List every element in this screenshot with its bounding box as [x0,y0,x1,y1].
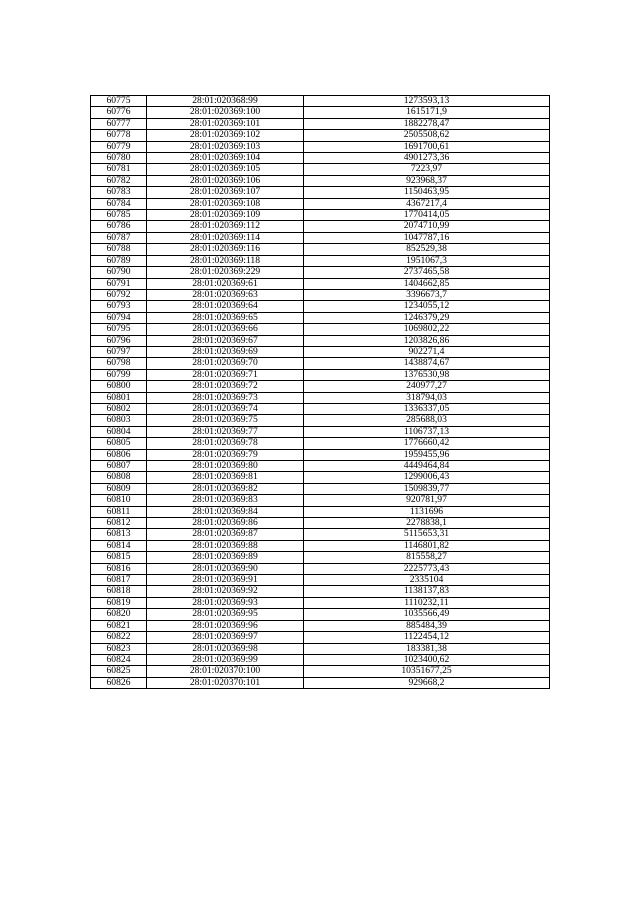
table-row [91,221,550,232]
cadastral-number-cell: 28:01:020369:114 [147,232,304,243]
cadastral-number-cell: 28:01:020369:105 [147,164,304,175]
cadastral-number-cell: 28:01:020370:101 [147,677,304,688]
row-number-cell: 60803 [91,415,147,426]
table-row [91,518,550,529]
row-number-cell: 60802 [91,403,147,414]
value-cell: 5115653,31 [304,529,550,540]
row-number-cell: 60779 [91,141,147,152]
table-row [91,586,550,597]
value-cell: 4449464,84 [304,461,550,472]
cadastral-number-cell: 28:01:020369:229 [147,267,304,278]
table-row [91,187,550,198]
cadastral-number-cell: 28:01:020369:75 [147,415,304,426]
table-row [91,654,550,665]
cadastral-number-cell: 28:01:020369:64 [147,301,304,312]
value-cell: 920781,97 [304,495,550,506]
row-number-cell: 60807 [91,461,147,472]
value-cell: 923968,37 [304,175,550,186]
value-cell: 1776660,42 [304,438,550,449]
cadastral-number-cell: 28:01:020369:118 [147,255,304,266]
row-number-cell: 60810 [91,495,147,506]
row-number-cell: 60796 [91,335,147,346]
row-number-cell: 60793 [91,301,147,312]
table-row [91,666,550,677]
row-number-cell: 60811 [91,506,147,517]
table-row [91,495,550,506]
row-number-cell: 60823 [91,643,147,654]
value-cell: 1234055,12 [304,301,550,312]
row-number-cell: 60826 [91,677,147,688]
row-number-cell: 60820 [91,609,147,620]
row-number-cell: 60780 [91,153,147,164]
table-row [91,506,550,517]
row-number-cell: 60797 [91,346,147,357]
cadastral-number-cell: 28:01:020369:95 [147,609,304,620]
row-number-cell: 60804 [91,426,147,437]
row-number-cell: 60819 [91,597,147,608]
table-row [91,426,550,437]
value-cell: 1438874,67 [304,358,550,369]
row-number-cell: 60794 [91,312,147,323]
table-row [91,175,550,186]
value-cell: 1959455,96 [304,449,550,460]
cadastral-number-cell: 28:01:020369:97 [147,632,304,643]
table-row [91,141,550,152]
table-row [91,96,550,107]
table-row [91,324,550,335]
value-cell: 852529,38 [304,244,550,255]
table-body [91,96,550,689]
cadastral-number-cell: 28:01:020369:116 [147,244,304,255]
cadastral-number-cell: 28:01:020369:79 [147,449,304,460]
cadastral-number-cell: 28:01:020369:106 [147,175,304,186]
cadastral-number-cell: 28:01:020369:84 [147,506,304,517]
value-cell: 7223,97 [304,164,550,175]
row-number-cell: 60800 [91,381,147,392]
value-cell: 1376530,98 [304,369,550,380]
value-cell: 1273593,13 [304,96,550,107]
table-row [91,575,550,586]
row-number-cell: 60809 [91,483,147,494]
table-row [91,392,550,403]
cadastral-number-cell: 28:01:020369:66 [147,324,304,335]
value-cell: 1035566,49 [304,609,550,620]
row-number-cell: 60814 [91,540,147,551]
row-number-cell: 60784 [91,198,147,209]
table-row [91,643,550,654]
cadastral-number-cell: 28:01:020369:90 [147,563,304,574]
cadastral-number-cell: 28:01:020369:108 [147,198,304,209]
cadastral-value-table [90,95,550,689]
cadastral-number-cell: 28:01:020369:70 [147,358,304,369]
value-cell: 1047787,16 [304,232,550,243]
value-cell: 1023400,62 [304,654,550,665]
row-number-cell: 60776 [91,107,147,118]
table-row [91,244,550,255]
table-row [91,232,550,243]
table-row [91,107,550,118]
cadastral-number-cell: 28:01:020369:81 [147,472,304,483]
row-number-cell: 60799 [91,369,147,380]
value-cell: 183381,38 [304,643,550,654]
cadastral-number-cell: 28:01:020369:103 [147,141,304,152]
cadastral-number-cell: 28:01:020369:82 [147,483,304,494]
value-cell: 929668,2 [304,677,550,688]
value-cell: 1138137,83 [304,586,550,597]
table-row [91,461,550,472]
cadastral-number-cell: 28:01:020369:99 [147,654,304,665]
cadastral-number-cell: 28:01:020369:65 [147,312,304,323]
table-row [91,381,550,392]
table-row [91,415,550,426]
value-cell: 1336337,05 [304,403,550,414]
cadastral-number-cell: 28:01:020369:87 [147,529,304,540]
value-cell: 10351677,25 [304,666,550,677]
table-row [91,346,550,357]
table-row [91,483,550,494]
cadastral-number-cell: 28:01:020369:83 [147,495,304,506]
value-cell: 2505508,62 [304,130,550,141]
cadastral-number-cell: 28:01:020369:101 [147,118,304,129]
table-row [91,632,550,643]
row-number-cell: 60777 [91,118,147,129]
table-row [91,369,550,380]
row-number-cell: 60815 [91,552,147,563]
value-cell: 815558,27 [304,552,550,563]
value-cell: 2225773,43 [304,563,550,574]
cadastral-number-cell: 28:01:020369:98 [147,643,304,654]
table-row [91,267,550,278]
row-number-cell: 60792 [91,289,147,300]
table-row [91,289,550,300]
row-number-cell: 60786 [91,221,147,232]
table-row [91,198,550,209]
value-cell: 318794,03 [304,392,550,403]
table-row [91,677,550,688]
cadastral-number-cell: 28:01:020369:67 [147,335,304,346]
cadastral-number-cell: 28:01:020369:69 [147,346,304,357]
value-cell: 1106737,13 [304,426,550,437]
value-cell: 1691700,61 [304,141,550,152]
value-cell: 3396673,7 [304,289,550,300]
row-number-cell: 60821 [91,620,147,631]
table-row [91,472,550,483]
value-cell: 1203826,86 [304,335,550,346]
cadastral-number-cell: 28:01:020369:72 [147,381,304,392]
cadastral-number-cell: 28:01:020369:91 [147,575,304,586]
row-number-cell: 60818 [91,586,147,597]
cadastral-number-cell: 28:01:020369:93 [147,597,304,608]
cadastral-number-cell: 28:01:020369:73 [147,392,304,403]
cadastral-number-cell: 28:01:020369:74 [147,403,304,414]
table-row [91,278,550,289]
cadastral-number-cell: 28:01:020369:89 [147,552,304,563]
row-number-cell: 60785 [91,210,147,221]
table-row [91,449,550,460]
cadastral-number-cell: 28:01:020370:100 [147,666,304,677]
row-number-cell: 60805 [91,438,147,449]
row-number-cell: 60812 [91,518,147,529]
cadastral-number-cell: 28:01:020369:109 [147,210,304,221]
value-cell: 1110232,11 [304,597,550,608]
table-row [91,358,550,369]
value-cell: 240977,27 [304,381,550,392]
cadastral-number-cell: 28:01:020369:80 [147,461,304,472]
row-number-cell: 60775 [91,96,147,107]
value-cell: 4901273,36 [304,153,550,164]
value-cell: 285688,03 [304,415,550,426]
value-cell: 902271,4 [304,346,550,357]
value-cell: 2335104 [304,575,550,586]
row-number-cell: 60791 [91,278,147,289]
table-row [91,609,550,620]
row-number-cell: 60806 [91,449,147,460]
row-number-cell: 60813 [91,529,147,540]
value-cell: 1615171,9 [304,107,550,118]
cadastral-number-cell: 28:01:020368:99 [147,96,304,107]
cadastral-number-cell: 28:01:020369:71 [147,369,304,380]
table-row [91,540,550,551]
value-cell: 2737465,58 [304,267,550,278]
table-row [91,118,550,129]
row-number-cell: 60816 [91,563,147,574]
value-cell: 1299006,43 [304,472,550,483]
table-row [91,620,550,631]
table-row [91,438,550,449]
row-number-cell: 60825 [91,666,147,677]
cadastral-number-cell: 28:01:020369:92 [147,586,304,597]
value-cell: 1150463,95 [304,187,550,198]
cadastral-number-cell: 28:01:020369:61 [147,278,304,289]
table-row [91,164,550,175]
table-row [91,210,550,221]
value-cell: 2074710,99 [304,221,550,232]
value-cell: 1951067,3 [304,255,550,266]
value-cell: 1509839,77 [304,483,550,494]
cadastral-number-cell: 28:01:020369:86 [147,518,304,529]
value-cell: 1122454,12 [304,632,550,643]
row-number-cell: 60795 [91,324,147,335]
cadastral-number-cell: 28:01:020369:102 [147,130,304,141]
value-cell: 4367217,4 [304,198,550,209]
row-number-cell: 60788 [91,244,147,255]
cadastral-number-cell: 28:01:020369:100 [147,107,304,118]
cadastral-number-cell: 28:01:020369:63 [147,289,304,300]
table-row [91,529,550,540]
table-row [91,130,550,141]
cadastral-number-cell: 28:01:020369:104 [147,153,304,164]
table-row [91,255,550,266]
value-cell: 1404662,85 [304,278,550,289]
value-cell: 1882278,47 [304,118,550,129]
row-number-cell: 60824 [91,654,147,665]
table-row [91,552,550,563]
value-cell: 1146801,82 [304,540,550,551]
row-number-cell: 60787 [91,232,147,243]
row-number-cell: 60783 [91,187,147,198]
value-cell: 1246379,29 [304,312,550,323]
cadastral-number-cell: 28:01:020369:112 [147,221,304,232]
cadastral-number-cell: 28:01:020369:77 [147,426,304,437]
row-number-cell: 60778 [91,130,147,141]
cadastral-number-cell: 28:01:020369:78 [147,438,304,449]
table-row [91,335,550,346]
table-row [91,597,550,608]
table-row [91,153,550,164]
row-number-cell: 60817 [91,575,147,586]
table-row [91,312,550,323]
value-cell: 1131696 [304,506,550,517]
row-number-cell: 60790 [91,267,147,278]
cadastral-number-cell: 28:01:020369:88 [147,540,304,551]
cadastral-number-cell: 28:01:020369:107 [147,187,304,198]
value-cell: 885484,39 [304,620,550,631]
row-number-cell: 60782 [91,175,147,186]
cadastral-number-cell: 28:01:020369:96 [147,620,304,631]
row-number-cell: 60798 [91,358,147,369]
table-row [91,403,550,414]
table-row [91,563,550,574]
value-cell: 2278838,1 [304,518,550,529]
row-number-cell: 60822 [91,632,147,643]
row-number-cell: 60789 [91,255,147,266]
table-row [91,301,550,312]
row-number-cell: 60808 [91,472,147,483]
value-cell: 1770414,05 [304,210,550,221]
row-number-cell: 60781 [91,164,147,175]
value-cell: 1069802,22 [304,324,550,335]
row-number-cell: 60801 [91,392,147,403]
